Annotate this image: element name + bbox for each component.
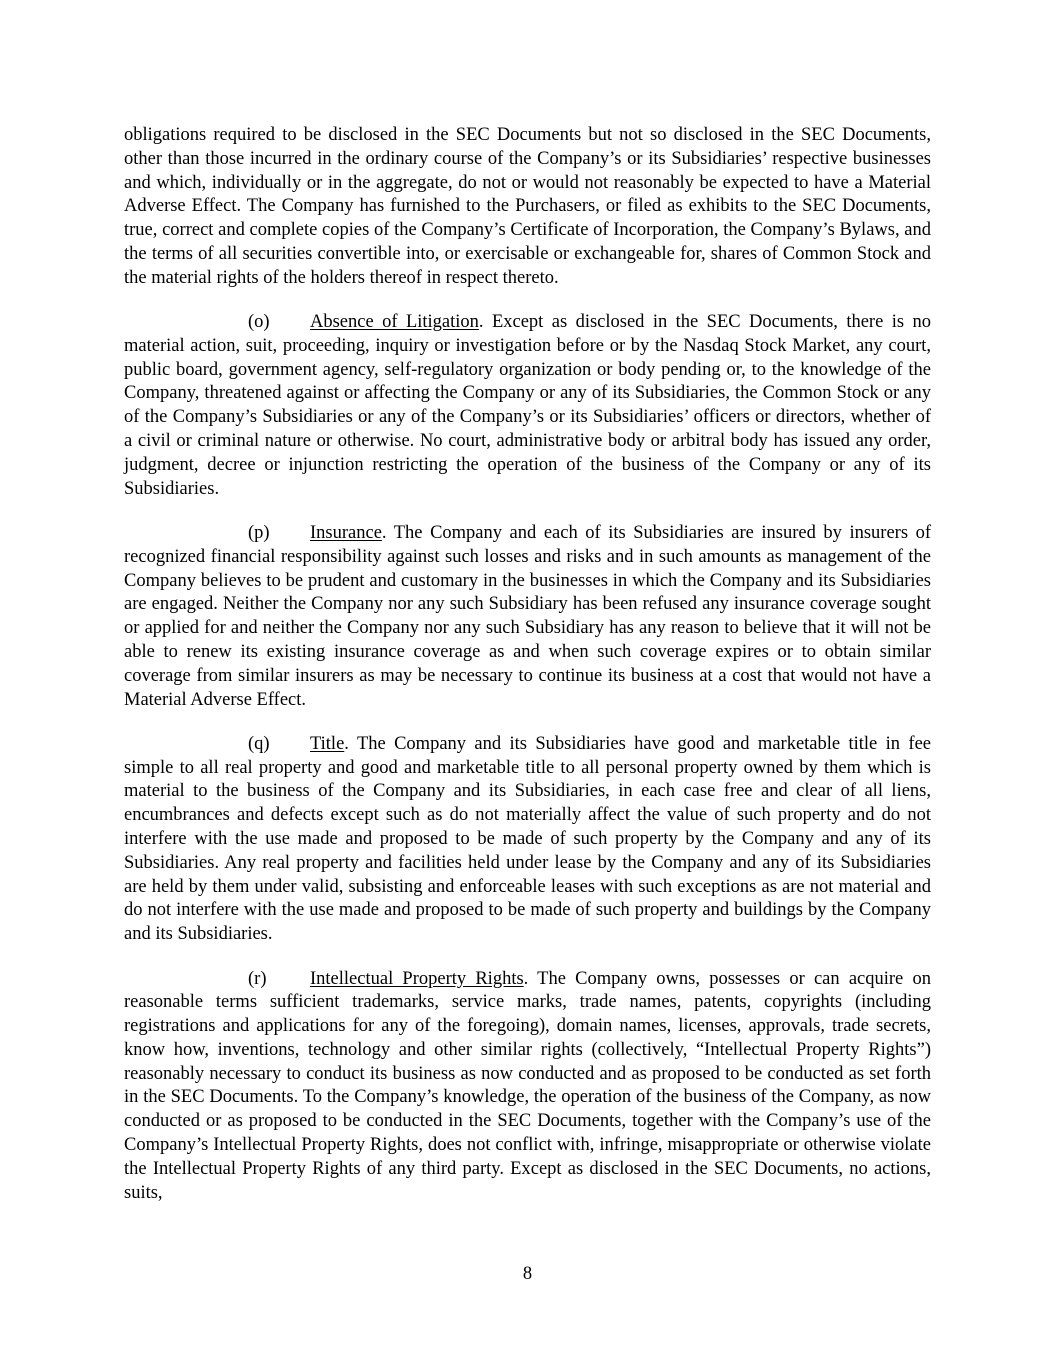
section-r-intellectual-property-rights [124, 968, 931, 1206]
paragraph-text: . The Company owns, possesses or can acquire on reasonable terms sufficient trademarks, service marks, trade names, patents, copyrights (including registrations and applications for any of the foregoing), domain names, licenses, approvals, trade secrets, know how, inventions, technology and other similar rights (collectively, “Intellectual Property Rights”) reasonably necessary to conduct its business as now conducted and as proposed to be conducted as set forth in the SEC Documents. To the Company’s knowledge, the operation of the business of the Company, as now conducted or as proposed to be conducted in the SEC Documents, together with the Company’s use of the Company’s Intellectual Property Rights, does not conflict with, infringe, misappropriate or otherwise violate the Intellectual Property Rights of any third party. Except as disclosed in the SEC Documents, no actions, suits, [124, 968, 931, 1203]
paragraph-text: . The Company and its Subsidiaries have good and marketable title in fee simple to all real property and good and marketable title to all personal property owned by them which is material to the business of the Company and its Subsidiaries, in each case free and clear of all liens, encumbrances and defects except such as do not materially affect the value of such property and do not interfere with the use made and proposed to be made of such property by the Company and any of its Subsidiaries. Any real property and facilities held under lease by the Company and any of its Subsidiaries are held by them under valid, subsisting and enforceable leases with such exceptions as are not material and do not interfere with the use made and proposed to be made of such property and buildings by the Company and its Subsidiaries. [124, 733, 931, 945]
paragraph-text: . Except as disclosed in the SEC Documents, there is no material action, suit, proceeding, inquiry or investigation before or by the Nasdaq Stock Market, any court, public board, government agency, self-regulatory organization or body pending or, to the knowledge of the Company, threatened against or affecting the Company or any of its Subsidiaries, the Common Stock or any of the Company’s Subsidiaries or any of the Company’s or its Subsidiaries’ officers or directors, whether of a civil or criminal nature or otherwise. No court, administrative body or arbitral body has issued any order, judgment, decree or injunction restricting the operation of the business of the Company or any of its Subsidiaries. [124, 312, 931, 499]
section-label: (p) [248, 522, 270, 543]
section-heading: Title [310, 733, 345, 754]
section-heading: Absence of Litigation [310, 312, 479, 333]
document-page [124, 124, 931, 1226]
section-label: (r) [248, 968, 267, 989]
section-o-absence-of-litigation [124, 311, 931, 501]
paragraph-text: obligations required to be disclosed in the SEC Documents but not so disclosed in the SEC Documents, other than those incurred in the ordinary course of the Company’s or its Subsidiaries’ respective businesses and which, individually or in the aggregate, do not or would not reasonably be expected to have a Material Adverse Effect. The Company has furnished to the Purchasers, or filed as exhibits to the SEC Documents, true, correct and complete copies of the Company’s Certificate of Incorporation, the Company’s Bylaws, and the terms of all securities convertible into, or exercisable or exchangeable for, shares of Common Stock and the material rights of the holders thereof in respect thereto. [124, 125, 931, 288]
section-label: (o) [248, 312, 270, 333]
section-heading: Intellectual Property Rights [310, 968, 524, 989]
page-number: 8 [522, 1264, 533, 1284]
paragraph-continuation [124, 124, 931, 291]
section-q-title [124, 733, 931, 947]
section-label: (q) [248, 733, 270, 754]
section-heading: Insurance [310, 522, 382, 543]
paragraph-text: . The Company and each of its Subsidiaries are insured by insurers of recognized financial responsibility against such losses and risks and in such amounts as management of the Company believes to be prudent and customary in the businesses in which the Company and its Subsidiaries are engaged. Neither the Company nor any such Subsidiary has been refused any insurance coverage sought or applied for and neither the Company nor any such Subsidiary has any reason to believe that it will not be able to renew its existing insurance coverage as and when such coverage expires or to obtain similar coverage from similar insurers as may be necessary to continue its business at a cost that would not have a Material Adverse Effect. [124, 522, 931, 710]
section-p-insurance [124, 522, 931, 712]
